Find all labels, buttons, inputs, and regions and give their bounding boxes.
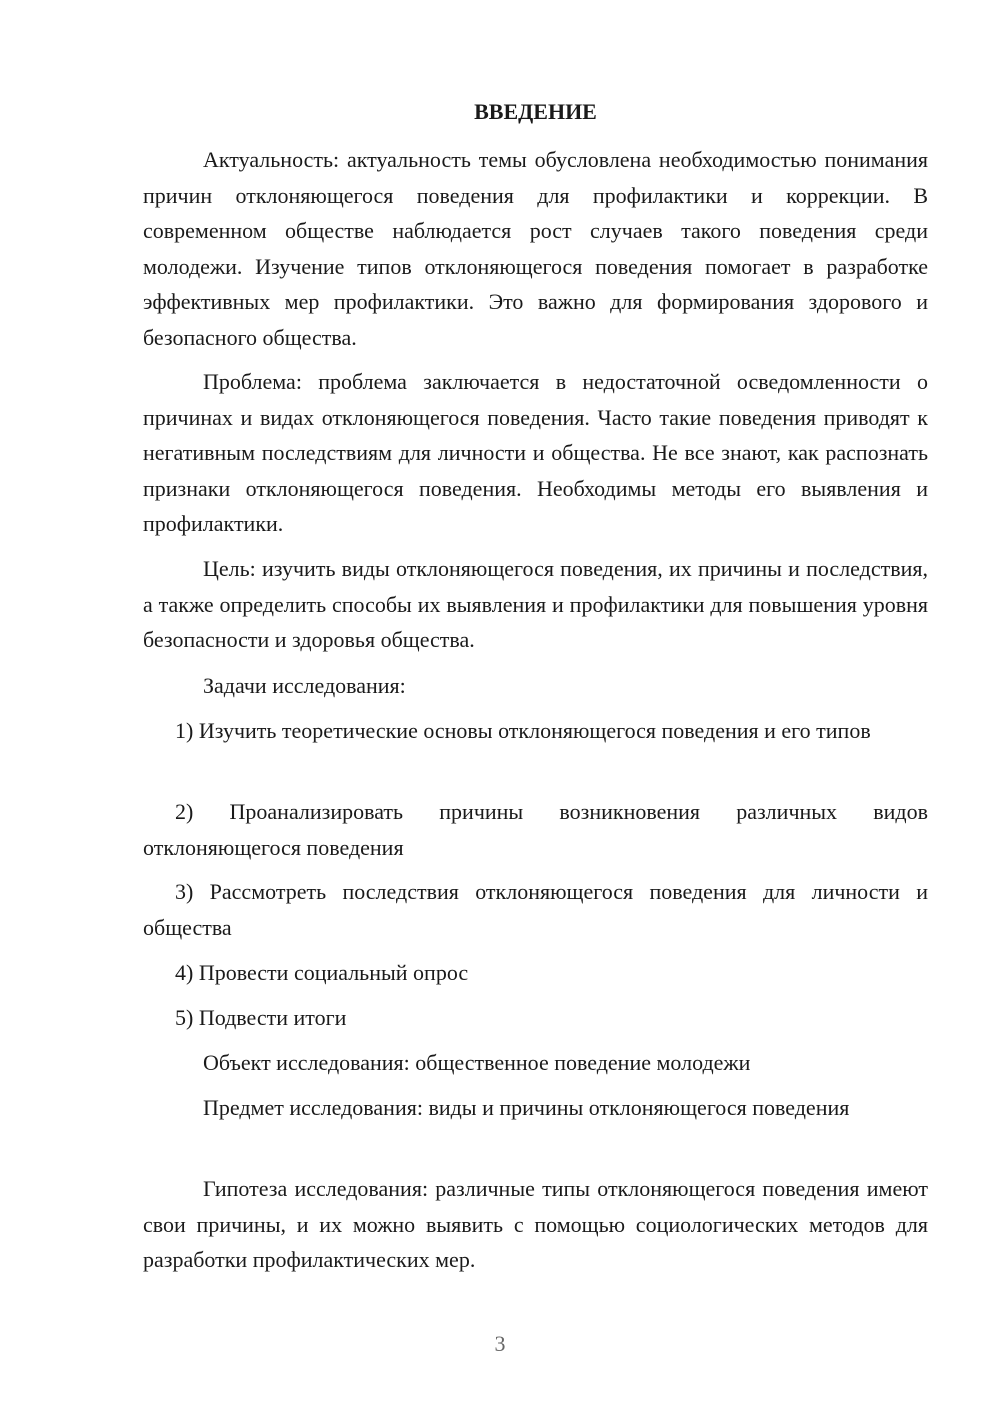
- subject-paragraph: Предмет исследования: виды и причины отклоняющегося поведения: [203, 1095, 850, 1120]
- task-item-5: 5) Подвести итоги: [175, 1005, 347, 1030]
- hypothesis-paragraph: Гипотеза исследования: различные типы отклоняющегося поведения имеют свои причины, и их можно выявить с помощью социологических методов для разработки профилактических мер.: [143, 1176, 928, 1272]
- task-item-4: 4) Провести социальный опрос: [175, 960, 469, 985]
- page-number: 3: [494, 1331, 506, 1356]
- problem-paragraph: Проблема: проблема заключается в недостаточной осведомленности о причинах и видах отклоняющегося поведения. Часто такие поведения приводят к негативным последствиям для личности и общества. Не все знают, как распознать признаки отклоняющегося поведения. Необходимы методы его выявления и профилактики.: [143, 369, 928, 536]
- goal-paragraph: Цель: изучить виды отклоняющегося поведения, их причины и последствия, а также определить способы их выявления и профилактики для повышения уровня безопасности и здоровья общества.: [143, 556, 928, 652]
- relevance-paragraph: Актуальность: актуальность темы обусловлена необходимостью понимания причин отклоняющегося поведения для профилактики и коррекции. В современном обществе наблюдается рост случаев такого поведения среди молодежи. Изучение типов отклоняющегося поведения помогает в разработке эффективных мер профилактики. Это важно для формирования здорового и безопасного общества.: [143, 147, 928, 350]
- tasks-heading: Задачи исследования:: [203, 673, 406, 698]
- task-item-1: 1) Изучить теоретические основы отклоняющегося поведения и его типов: [175, 718, 871, 743]
- task-item-2: 2) Проанализировать причины возникновения различных видов отклоняющегося поведения: [143, 799, 928, 860]
- task-item-3: 3) Рассмотреть последствия отклоняющегося поведения для личности и общества: [143, 879, 928, 940]
- object-paragraph: Объект исследования: общественное поведение молодежи: [203, 1050, 751, 1075]
- section-title: ВВЕДЕНИЕ: [474, 99, 597, 124]
